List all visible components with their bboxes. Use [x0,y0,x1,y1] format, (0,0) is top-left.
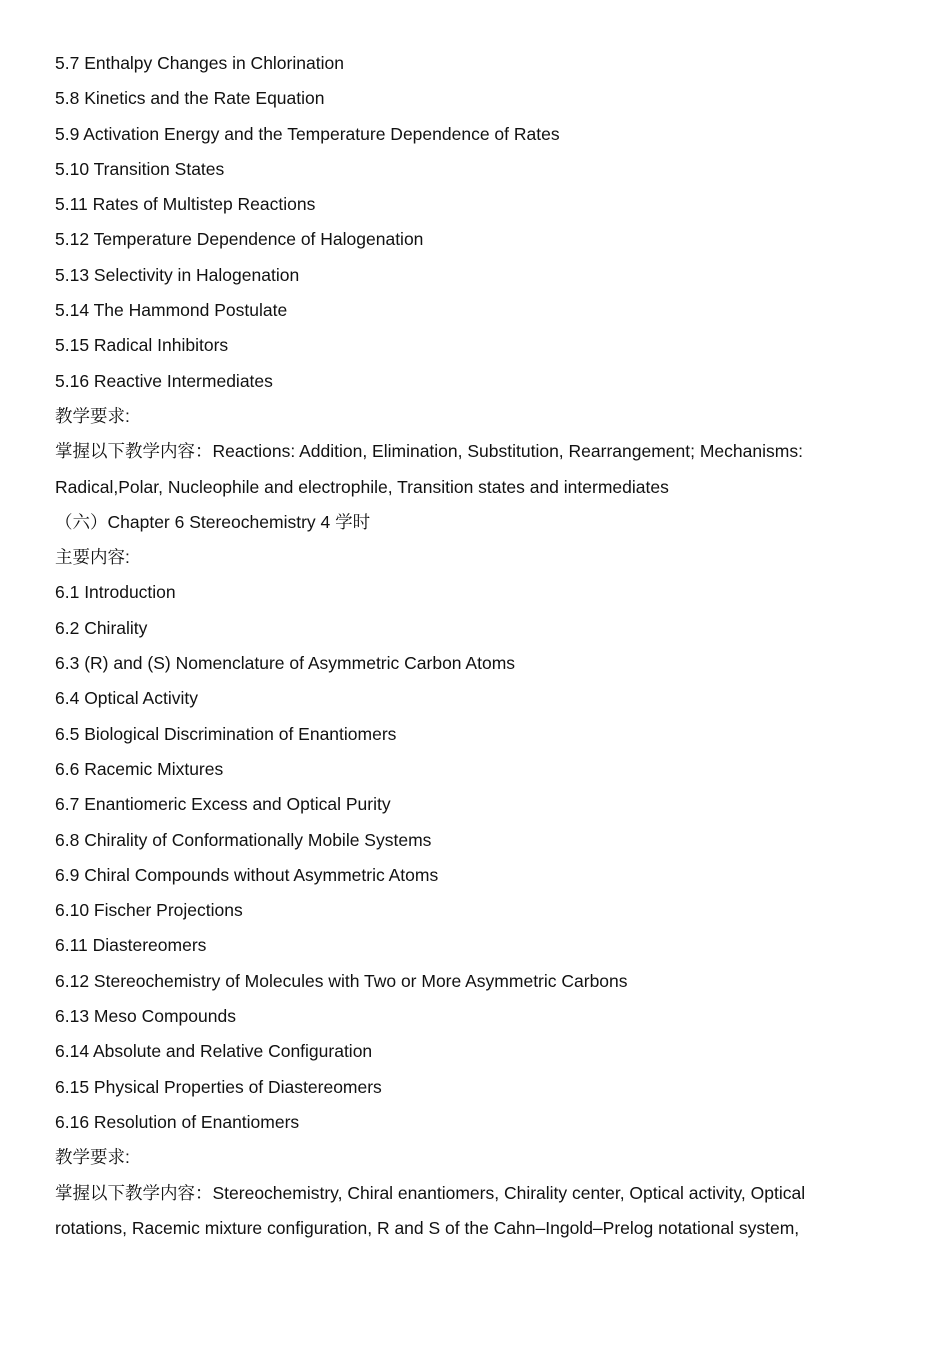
requirements-text-line: 掌握以下教学内容：Stereochemistry, Chiral enantiomers, Chirality center, Optical activity, Optical [55,1182,806,1203]
content-heading: 主要内容: [55,547,130,568]
list-item: 5.15 Radical Inhibitors [55,335,229,356]
document-content [55,52,915,1252]
list-item: 5.12 Temperature Dependence of Halogenation [55,229,424,250]
list-item: 5.8 Kinetics and the Rate Equation [55,88,325,109]
list-item: 5.14 The Hammond Postulate [55,300,288,321]
requirements-text-line: 掌握以下教学内容：Reactions: Addition, Elimination, Substitution, Rearrangement; Mechanisms: [55,441,803,462]
chapter-title: （六）Chapter 6 Stereochemistry 4 学时 [55,511,371,532]
list-item: 6.1 Introduction [55,582,176,603]
list-item: 5.11 Rates of Multistep Reactions [55,194,316,215]
list-item: 6.9 Chiral Compounds without Asymmetric Atoms [55,864,439,885]
list-item: 5.10 Transition States [55,158,225,179]
list-item: 6.13 Meso Compounds [55,1006,236,1027]
list-item: 6.4 Optical Activity [55,688,198,709]
list-item: 6.6 Racemic Mixtures [55,758,224,779]
requirements-text-line: rotations, Racemic mixture configuration, R and S of the Cahn–Ingold–Prelog notational system, [55,1217,800,1238]
list-item: 6.15 Physical Properties of Diastereomers [55,1076,382,1097]
requirements-heading: 教学要求: [55,1147,130,1168]
list-item: 5.13 Selectivity in Halogenation [55,264,300,285]
list-item: 6.5 Biological Discrimination of Enantiomers [55,723,397,744]
list-item: 6.14 Absolute and Relative Configuration [55,1041,373,1062]
requirements-heading: 教学要求: [55,405,130,426]
list-item: 6.10 Fischer Projections [55,900,243,921]
list-item: 6.8 Chirality of Conformationally Mobile Systems [55,829,432,850]
list-item: 5.7 Enthalpy Changes in Chlorination [55,53,344,73]
list-item: 6.12 Stereochemistry of Molecules with Two or More Asymmetric Carbons [55,970,628,991]
list-item: 6.16 Resolution of Enantiomers [55,1111,300,1132]
list-item: 6.11 Diastereomers [55,935,207,956]
list-item: 5.16 Reactive Intermediates [55,370,273,391]
list-item: 6.7 Enantiomeric Excess and Optical Purity [55,794,391,815]
requirements-text-line: Radical,Polar, Nucleophile and electrophile, Transition states and intermediates [55,476,669,497]
list-item: 5.9 Activation Energy and the Temperature Dependence of Rates [55,123,560,144]
list-item: 6.3 (R) and (S) Nomenclature of Asymmetric Carbon Atoms [55,653,516,674]
list-item: 6.2 Chirality [55,617,148,638]
